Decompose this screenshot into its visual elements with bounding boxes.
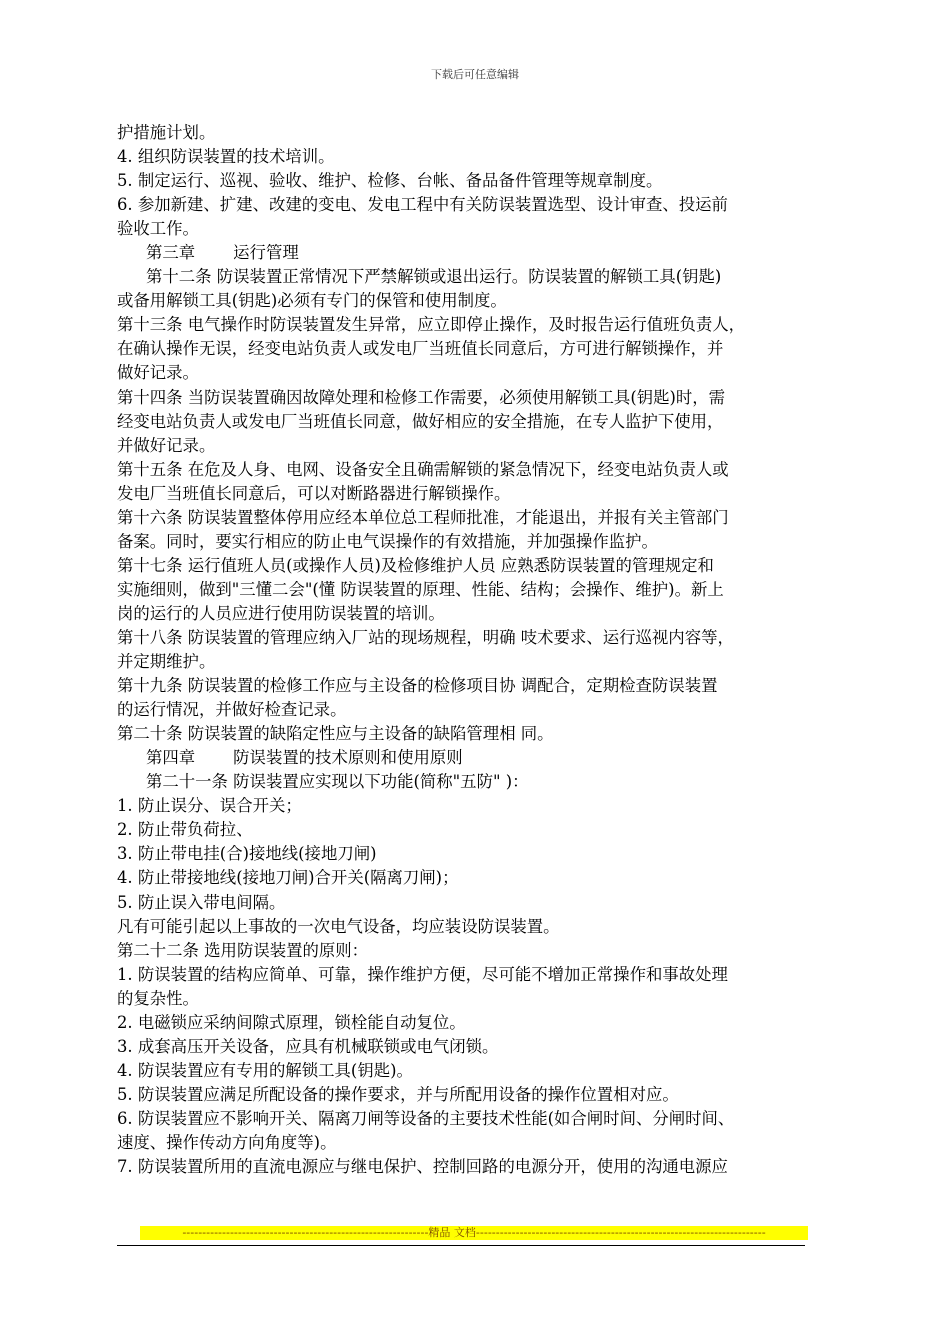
text-line: 1. 防误装置的结构应简单、可靠，操作维护方便，尽可能不增加正常操作和事故处理 [117,964,728,984]
text-line: 5. 防误装置应满足所配设备的操作要求，并与所配用设备的操作位置相对应。 [117,1084,679,1104]
text-line: 发电厂当班值长同意后，可以对断路器进行解锁操作。 [117,483,511,503]
text-line: 2. 防止带负荷拉、 [117,820,253,840]
text-line: 岗的运行的人员应进行使用防误装置的培训。 [117,603,445,623]
text-line: 第二十一条 防误装置应实现以下功能(简称"五防" )： [146,772,529,792]
text-line: 1. 防止误分、误合开关； [117,796,302,816]
text-line: 验收工作。 [117,219,199,239]
text-line: 第十九条 防误装置的检修工作应与主设备的检修项目协 调配合，定期检查防误装置 [117,676,718,696]
text-line: 6. 参加新建、扩建、改建的变电、发电工程中有关防误装置选型、设计审查、投运前 [117,195,728,215]
text-line: 4. 组织防误装置的技术培训。 [117,147,335,167]
text-line: 第十四条 当防误装置确因故障处理和检修工作需要，必须使用解锁工具(钥匙)时，需 [117,387,726,407]
text-line: 3. 防止带电挂(合)接地线(接地刀闸) [117,844,377,864]
text-line: 2. 电磁锁应采纳间隙式原理，锁栓能自动复位。 [117,1012,466,1032]
text-line: 第十七条 运行值班人员(或操作人员)及检修维护人员 应熟悉防误装置的管理规定和 [117,555,714,575]
text-line: 4. 防止带接地线(接地刀闸)合开关(隔离刀闸)； [117,868,459,888]
text-line: 实施细则，做到"三懂二会"(懂 防误装置的原理、性能、结构；会操作、维护)。新上 [117,579,724,599]
text-line: 第十二条 防误装置正常情况下严禁解锁或退出运行。防误装置的解锁工具(钥匙) [146,267,722,287]
text-line: 经变电站负责人或发电厂当班值长同意，做好相应的安全措施，在专人监护下使用， [117,411,724,431]
text-line: 第四章 防误装置的技术原则和使用原则 [146,748,463,768]
text-line: 第十五条 在危及人身、电网、设备安全且确需解锁的紧急情况下，经变电站负责人或 [117,459,729,479]
text-line: 4. 防误装置应有专用的解锁工具(钥匙)。 [117,1060,413,1080]
text-line: 7. 防误装置所用的直流电源应与继电保护、控制回路的电源分开，使用的沟通电源应 [117,1157,728,1177]
text-line: 的复杂性。 [117,988,199,1008]
text-line: 第十六条 防误装置整体停用应经本单位总工程师批准，才能退出，并报有关主管部门 [117,507,729,527]
text-line: 第十三条 电气操作时防误装置发生异常，应立即停止操作，及时报告运行值班负责人， [117,315,746,335]
text-line: 或备用解锁工具(钥匙)必须有专门的保管和使用制度。 [117,291,507,311]
footer-divider [117,1245,805,1246]
text-line: 备案。同时，要实行相应的防止电气误操作的有效措施，并加强操作监护。 [117,531,658,551]
text-line: 5. 防止误入带电间隔。 [117,892,286,912]
text-line: 在确认操作无误，经变电站负责人或发电厂当班值长同意后，方可进行解锁操作，并 [117,339,724,359]
text-line: 并定期维护。 [117,652,216,672]
text-line: 第二十条 防误装置的缺陷定性应与主设备的缺陷管理相 同。 [117,724,554,744]
text-line: 的运行情况，并做好检查记录。 [117,700,347,720]
text-line: 3. 成套高压开关设备，应具有机械联锁或电气闭锁。 [117,1036,499,1056]
text-line: 第十八条 防误装置的管理应纳入厂站的现场规程，明确 吱术要求、运行巡视内容等， [117,627,734,647]
text-line: 速度、操作传动方向角度等)。 [117,1132,337,1152]
text-line: 护措施计划。 [117,123,216,142]
text-line: 第二十二条 选用防误装置的原则： [117,940,369,960]
text-line: 5. 制定运行、巡视、验收、维护、检修、台帐、备品备件管理等规章制度。 [117,171,663,191]
text-line: 做好记录。 [117,363,199,383]
text-line: 第三章 运行管理 [146,243,299,263]
text-line: 6. 防误装置应不影响开关、隔离刀闸等设备的主要技术性能(如合闸时间、分闸时间、 [117,1108,735,1128]
text-line: 并做好记录。 [117,435,216,455]
footer-banner: --------------------------------------------------------------精品 文档------------------------------------------------------------------------- [140,1226,808,1240]
page-header: 下载后可任意编辑 [431,68,519,81]
document-body [117,121,839,1179]
text-line: 凡有可能引起以上事故的一次电气设备，均应装设防误装置。 [117,916,560,936]
